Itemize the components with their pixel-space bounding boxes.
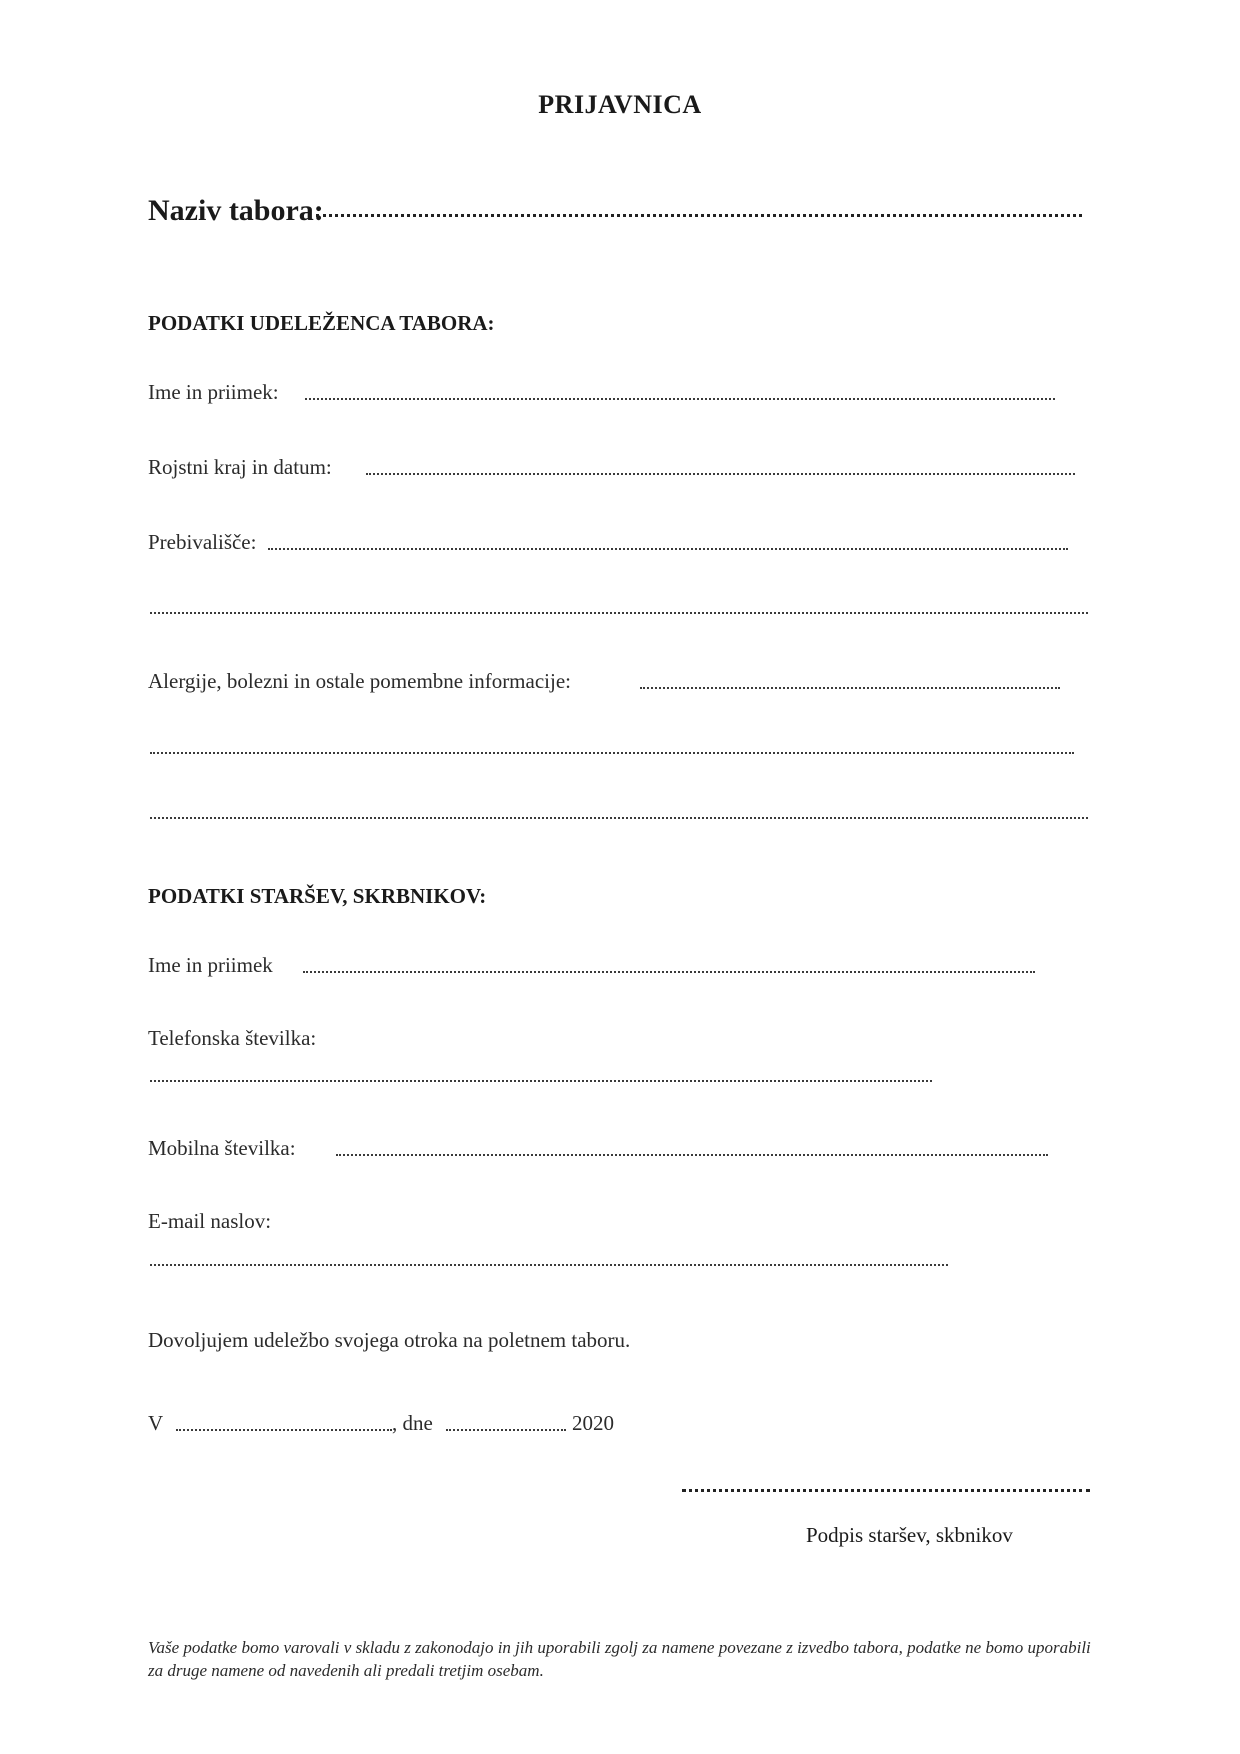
allergies-field-line-3[interactable]: [150, 817, 1088, 819]
allergies-field[interactable]: [640, 687, 1060, 689]
parent-name-label: Ime in priimek: [148, 953, 273, 977]
residence-field-line-2[interactable]: [150, 612, 1088, 614]
signature-label: Podpis staršev, skbnikov: [806, 1523, 1013, 1547]
place-field[interactable]: [176, 1429, 392, 1431]
phone-field[interactable]: [150, 1080, 932, 1082]
privacy-note: Vaše podatke bomo varovali v skladu z zakonodajo in jih uporabili zgolj za namene povezane z izvedbo tabora, podatke ne bomo uporabili za druge namene od navedenih ali predali tretjim osebam.: [148, 1638, 1091, 1680]
place-prefix: V: [148, 1411, 164, 1435]
phone-label: Telefonska številka:: [148, 1026, 317, 1050]
participant-heading: PODATKI UDELEŽENCA TABORA:: [148, 311, 495, 335]
parent-name-field[interactable]: [303, 971, 1035, 973]
birth-place-date-field[interactable]: [366, 473, 1075, 475]
participant-name-label: Ime in priimek:: [148, 380, 279, 404]
allergies-label: Alergije, bolezni in ostale pomembne informacije:: [148, 669, 571, 693]
parents-heading: PODATKI STARŠEV, SKRBNIKOV:: [148, 884, 487, 908]
date-prefix: , dne: [392, 1411, 433, 1435]
year-text: 2020: [572, 1411, 614, 1435]
mobile-label: Mobilna številka:: [148, 1136, 296, 1160]
signature-field[interactable]: [682, 1489, 1090, 1492]
date-field[interactable]: [446, 1429, 566, 1431]
mobile-field[interactable]: [336, 1154, 1048, 1156]
camp-name-field[interactable]: [316, 214, 1082, 217]
email-field[interactable]: [150, 1264, 948, 1266]
camp-name-label: Naziv tabora:: [148, 194, 324, 227]
allergies-field-line-2[interactable]: [150, 752, 1074, 754]
birth-place-date-label: Rojstni kraj in datum:: [148, 455, 332, 479]
residence-field[interactable]: [268, 548, 1068, 550]
residence-label: Prebivališče:: [148, 530, 257, 554]
email-label: E-mail naslov:: [148, 1209, 272, 1233]
consent-text: Dovoljujem udeležbo svojega otroka na poletnem taboru.: [148, 1328, 631, 1352]
participant-name-field[interactable]: [305, 398, 1055, 400]
form-title: PRIJAVNICA: [538, 90, 702, 119]
